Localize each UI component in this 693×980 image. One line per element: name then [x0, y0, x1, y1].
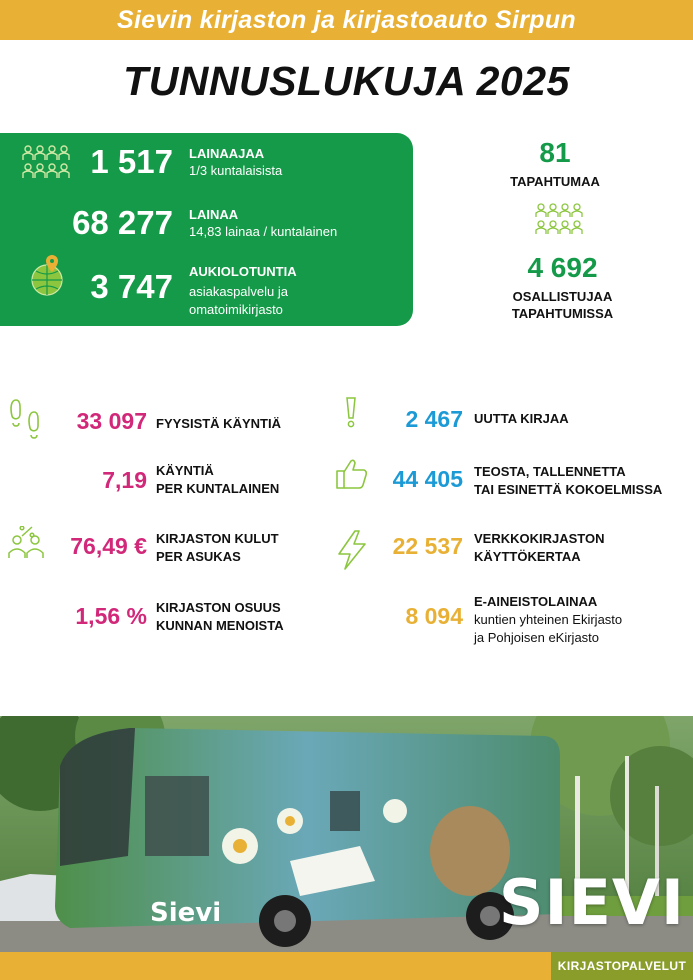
sievi-logo: SIEVI: [498, 866, 685, 939]
collection-label-2: TAI ESINETTÄ KOKOELMISSA: [474, 482, 663, 497]
bus-side-text: Sievi: [150, 898, 222, 928]
visits-value: 33 097: [76, 408, 147, 434]
participants-count: 4 692: [527, 252, 598, 283]
people-percent-icon: [8, 526, 46, 560]
events-count-label: TAPAHTUMAA: [510, 174, 600, 189]
events-count: 81: [539, 137, 571, 168]
lightning-icon: [335, 530, 369, 570]
e-loans-value: 8 094: [405, 603, 463, 629]
borrowers-label: LAINAAJAA: [189, 146, 265, 161]
cost-per-resident-label-2: PER ASUKAS: [156, 549, 241, 564]
header-banner: [0, 0, 693, 40]
key-figures-panel: [0, 133, 413, 326]
library-share-label-1: KIRJASTON OSUUS: [156, 600, 281, 615]
hours-label: AUKIOLOTUNTIA: [189, 264, 297, 279]
participants-group-icon: [535, 203, 585, 237]
exclamation-icon: [343, 396, 359, 430]
online-library-label-1: VERKKOKIRJASTON: [474, 531, 605, 546]
online-library-value: 22 537: [392, 533, 463, 559]
visits-per-resident-value: 7,19: [102, 467, 147, 493]
hours-sub-1: asiakaspalvelu ja: [189, 284, 289, 299]
loans-sub: 14,83 lainaa / kuntalainen: [189, 224, 338, 239]
visits-per-resident-label-1: KÄYNTIÄ: [156, 463, 214, 478]
borrowers-value: 1 517: [90, 143, 173, 180]
collection-label-1: TEOSTA, TALLENNETTA: [474, 464, 626, 479]
visits-label: FYYSISTÄ KÄYNTIÄ: [156, 416, 281, 431]
page-title: TUNNUSLUKUJA 2025: [123, 58, 570, 104]
collection-value: 44 405: [392, 466, 463, 492]
department-tag: KIRJASTOPALVELUT: [551, 952, 693, 980]
library-share-value: 1,56 %: [75, 603, 147, 629]
cost-per-resident-label-1: KIRJASTON KULUT: [156, 531, 279, 546]
e-loans-label-2-text: kuntien yhteinen Ekirjasto: [474, 612, 623, 627]
new-books-label: UUTTA KIRJAA: [474, 411, 569, 426]
hours-value: 3 747: [90, 268, 173, 305]
header-subtitle: Sievin kirjaston ja kirjastoauto Sirpun: [116, 5, 577, 34]
globe-location-icon: [28, 253, 68, 299]
e-loans-label-2: [474, 611, 622, 628]
loans-value: 68 277: [72, 204, 173, 241]
e-loans-label-3-text: ja Pohjoisen eKirjasto: [474, 630, 600, 645]
thumbs-up-icon: [335, 458, 369, 490]
borrowers-sub: 1/3 kuntalaisista: [189, 163, 283, 178]
visits-per-resident-label-2: PER KUNTALAINEN: [156, 481, 280, 496]
new-books-value: 2 467: [405, 406, 463, 432]
people-group-icon: [22, 145, 74, 181]
online-library-label-2: KÄYTTÖKERTAA: [474, 549, 581, 564]
hours-sub-2: omatoimikirjasto: [189, 302, 283, 317]
e-loans-label-1: E-AINEISTOLAINAA: [474, 594, 598, 609]
e-loans-label-3: [474, 629, 599, 646]
participants-label-2: TAPAHTUMISSA: [511, 306, 614, 321]
loans-label: LAINAA: [189, 207, 239, 222]
library-share-label-2: KUNNAN MENOISTA: [156, 618, 284, 633]
cost-per-resident-value: 76,49 €: [70, 533, 147, 559]
footprints-icon: [8, 398, 44, 442]
participants-label-1: OSALLISTUJAA: [512, 289, 613, 304]
